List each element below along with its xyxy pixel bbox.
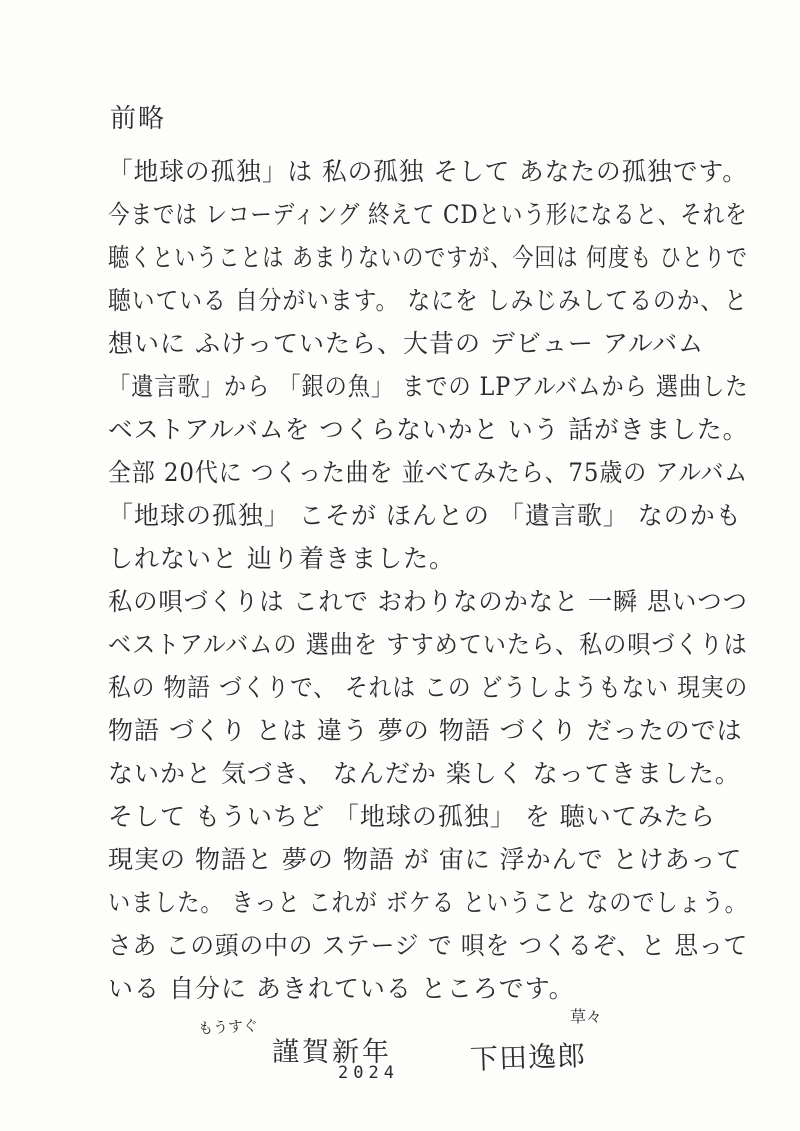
salutation: 前略 xyxy=(110,104,167,134)
letter-line: 物語 づくり とは 違う 夢の 物語 づくり だったのでは xyxy=(108,716,743,745)
letter-line: 聴いている 自分がいます。 なにを しみじみしてるのか、と xyxy=(108,286,748,315)
letter-line: そして もういちど 「地球の孤独」 を 聴いてみたら xyxy=(108,802,716,831)
letter-line: ベストアルバムを つくらないかと いう 話がきました。 xyxy=(108,415,749,444)
signature: 下田逸郎 xyxy=(469,1038,587,1077)
letter-line: 私の 物語 づくりで、 それは この どうしようもない 現実の xyxy=(108,673,749,702)
letter-line: 全部 20代に つくった曲を 並べてみたら、75歳の アルバム xyxy=(108,458,749,487)
letter-line: 私の唄づくりは これで おわりなのかなと 一瞬 思いつつ xyxy=(108,587,748,616)
letter-line: 「地球の孤独」は 私の孤独 そして あなたの孤独です。 xyxy=(108,157,748,186)
new-year-greeting: 謹賀新年 xyxy=(272,1037,392,1068)
letter-line: 想いに ふけっていたら、大昔の デビュー アルバム xyxy=(108,329,705,358)
closing-note: もうすぐ xyxy=(197,1016,259,1038)
letter-line: 今までは レコーディング 終えて CDという形になると、それを xyxy=(108,200,748,229)
letter-line: しれないと 辿り着きました。 xyxy=(108,544,455,573)
letter-line: ないかと 気づき、 なんだか 楽しく なってきました。 xyxy=(108,759,741,788)
letter-line: 「地球の孤独」 こそが ほんとの 「遺言歌」 なのかも xyxy=(108,501,742,530)
letter-line: さあ この頭の中の ステージ で 唄を つくるぞ、と 思って xyxy=(108,931,749,960)
signature-suffix: 草々 xyxy=(570,1007,603,1026)
greeting-year: 2024 xyxy=(338,1063,399,1083)
letter-line: 聴くということは あまりないのですが、今回は 何度も ひとりで xyxy=(108,243,748,272)
letter-line: いる 自分に あきれている ところです。 xyxy=(108,974,575,1003)
letter-body xyxy=(108,150,748,1010)
letter-line: ベストアルバムの 選曲を すすめていたら、私の唄づくりは xyxy=(108,630,748,659)
letter-line: 「遺言歌」から 「銀の魚」 までの LPアルバムから 選曲した xyxy=(108,372,749,401)
letter-line: 現実の 物語と 夢の 物語 が 宙に 浮かんで とけあって xyxy=(108,845,743,874)
letter-line: いました。 きっと これが ボケる ということ なのでしょう。 xyxy=(108,888,748,917)
